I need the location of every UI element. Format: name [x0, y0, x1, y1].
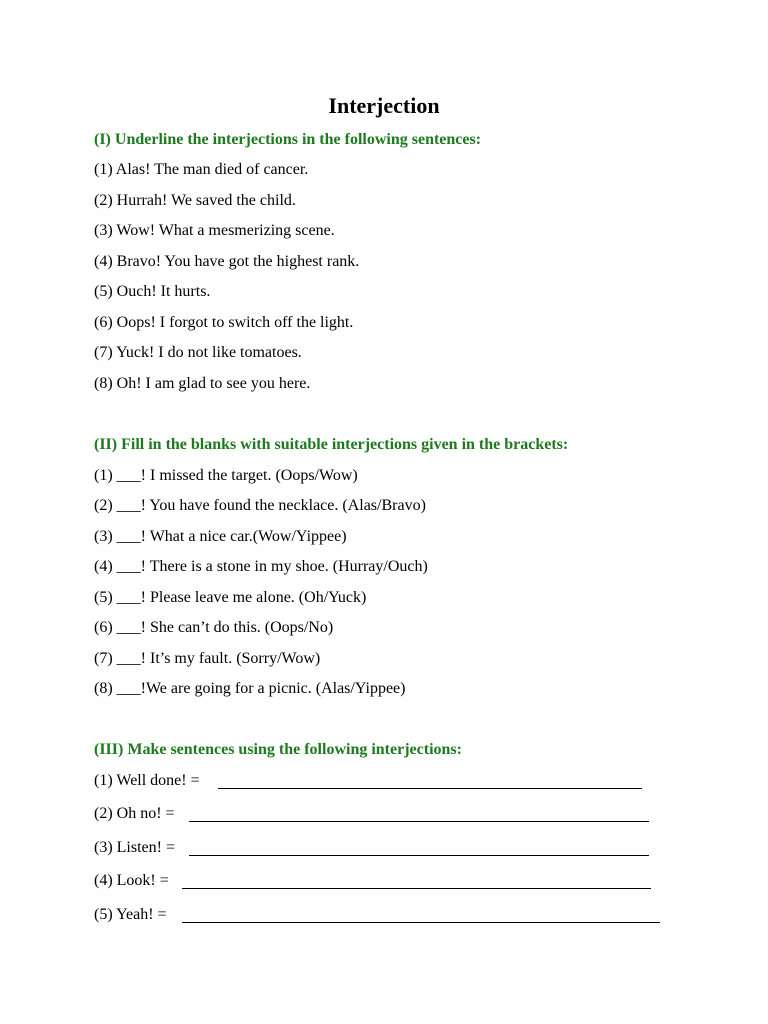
answer-blank-line[interactable]	[189, 821, 649, 822]
section-2-item: (6) ___! She can’t do this. (Oops/No)	[94, 619, 334, 636]
section-2-item: (5) ___! Please leave me alone. (Oh/Yuck)	[94, 589, 367, 606]
section-2-heading: (II) Fill in the blanks with suitable interjections given in the brackets:	[94, 436, 569, 453]
section-1-item: (1) Alas! The man died of cancer.	[94, 161, 309, 178]
section-2-item: (4) ___! There is a stone in my shoe. (Hurray/Ouch)	[94, 558, 428, 575]
section-2-item: (3) ___! What a nice car.(Wow/Yippee)	[94, 528, 347, 545]
section-3-item: (2) Oh no! =	[94, 805, 175, 822]
section-2-item: (1) ___! I missed the target. (Oops/Wow)	[94, 467, 358, 484]
section-1-item: (2) Hurrah! We saved the child.	[94, 192, 296, 209]
section-1-item: (3) Wow! What a mesmerizing scene.	[94, 222, 335, 239]
page-title: Interjection	[328, 93, 440, 118]
section-3-item: (4) Look! =	[94, 872, 169, 889]
section-2-item: (8) ___!We are going for a picnic. (Alas/Yippee)	[94, 680, 406, 697]
answer-blank-line[interactable]	[189, 855, 649, 856]
section-2-item: (7) ___! It’s my fault. (Sorry/Wow)	[94, 650, 321, 667]
section-2-item: (2) ___! You have found the necklace. (Alas/Bravo)	[94, 497, 426, 514]
section-1-item: (6) Oops! I forgot to switch off the light.	[94, 314, 354, 331]
section-1-item: (8) Oh! I am glad to see you here.	[94, 375, 311, 392]
answer-blank-line[interactable]	[218, 788, 642, 789]
section-3-heading: (III) Make sentences using the following interjections:	[94, 741, 462, 758]
section-1-item: (5) Ouch! It hurts.	[94, 283, 211, 300]
section-3-item: (1) Well done! =	[94, 772, 200, 789]
answer-blank-line[interactable]	[182, 888, 651, 889]
section-3-item: (3) Listen! =	[94, 839, 175, 856]
section-1-heading: (I) Underline the interjections in the following sentences:	[94, 131, 482, 148]
answer-blank-line[interactable]	[182, 922, 660, 923]
section-1-item: (4) Bravo! You have got the highest rank.	[94, 253, 360, 270]
section-1-item: (7) Yuck! I do not like tomatoes.	[94, 344, 302, 361]
section-3-item: (5) Yeah! =	[94, 906, 167, 923]
